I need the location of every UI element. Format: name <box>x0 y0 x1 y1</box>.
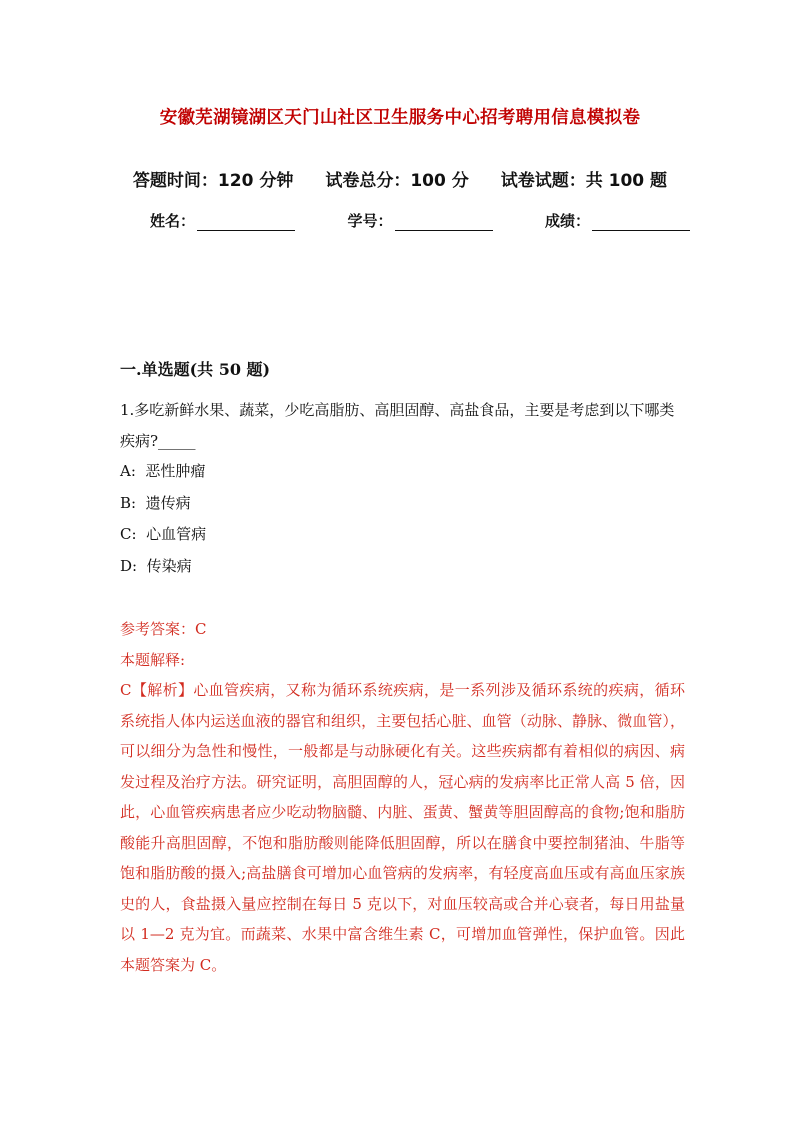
option-list <box>120 456 206 582</box>
exam-time: 答题时间：120 分钟 <box>132 171 294 191</box>
option-d: D: 传染病 <box>120 556 192 575</box>
exam-question-count: 试卷试题：共 100 题 <box>500 171 668 191</box>
student-id-label: 学号： <box>347 212 393 230</box>
name-field <box>150 210 295 231</box>
option-c: C: 心血管病 <box>120 525 207 543</box>
answer-block <box>120 614 685 980</box>
grade-blank <box>592 216 690 231</box>
explanation-label: 本题解释: <box>120 650 186 669</box>
name-blank <box>197 216 295 231</box>
student-info <box>150 210 690 231</box>
exam-meta <box>0 166 800 191</box>
exam-title: 安徽芜湖镜湖区天门山社区卫生服务中心招考聘用信息模拟卷 <box>159 108 641 128</box>
question-text: 1.多吃新鲜水果、蔬菜，少吃高脂肪、高胆固醇、高盐食品，主要是考虑到以下哪类疾病?_____ <box>120 401 675 450</box>
student-id-field <box>347 210 492 231</box>
exam-total-score: 试卷总分：100 分 <box>325 171 469 191</box>
option-a: A: 恶性肿瘤 <box>120 462 206 480</box>
student-id-blank <box>395 216 493 231</box>
section-heading: 一.单选题(共 50 题) <box>120 360 271 379</box>
grade-label: 成绩： <box>544 212 590 230</box>
reference-answer: 参考答案：C <box>120 620 207 638</box>
grade-field <box>545 210 690 231</box>
name-label: 姓名： <box>150 212 196 230</box>
explanation-text: C【解析】心血管疾病，又称为循环系统疾病，是一系列涉及循环系统的疾病，循环系统指人体内运送血液的器官和组织，主要包括心脏、血管（动脉、静脉、微血管），可以细分为急性和慢性，一般都是与动脉硬化有关。这些疾病都有着相似的病因、病发过程及治疗方法。研究证明，高胆固醇的人，冠心病的发病率比正常人高 5 倍，因此，心血管疾病患者应少吃动物脑髓、内脏、蛋黄、蟹黄等胆固醇高的食物;饱和脂肪酸能升高胆固醇，不饱和脂肪酸则能降低胆固醇，所以在膳食中要控制猪油、牛脂等饱和脂肪酸的摄入;高盐膳食可增加心血管病的发病率，有轻度高血压或有高血压家族史的人，食盐摄入量应控制在每日 5 克以下，对血压较高或合并心衰者，每日用盐量以 1—2 克为宜。而蔬菜、水果中富含维生素 C，可增加血管弹性，保护血管。因此本题答案为 C。 <box>120 681 685 974</box>
option-b: B: 遗传病 <box>120 493 191 512</box>
